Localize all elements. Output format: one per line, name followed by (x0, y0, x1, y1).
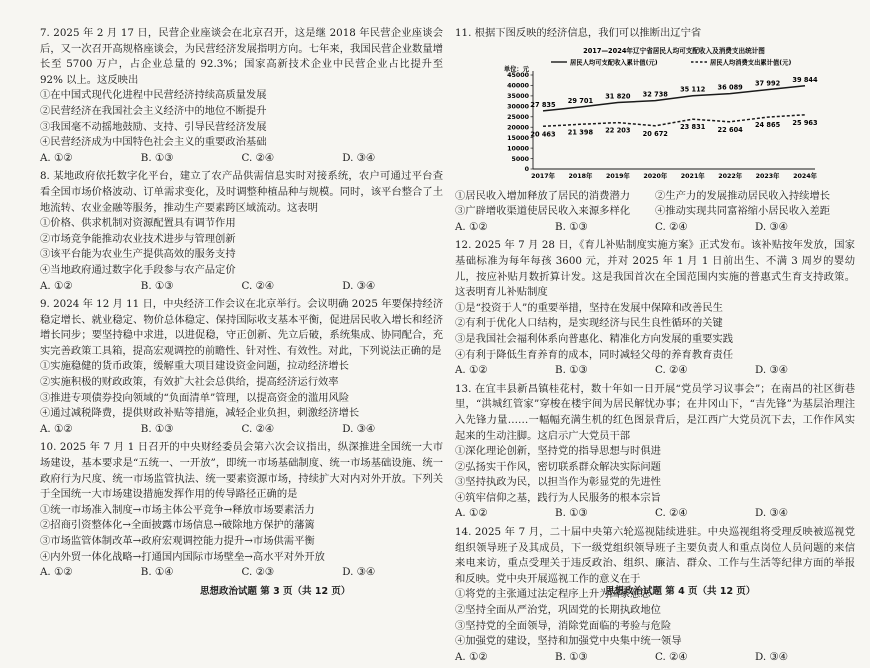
x-tick-label: 2023年 (755, 172, 780, 180)
question-11 (455, 26, 855, 235)
question-9 (40, 297, 443, 437)
choice-c[interactable]: C. ②④ (655, 507, 688, 520)
option-1: ①在中国式现代化进程中民营经济持续高质量发展 (40, 89, 267, 102)
choice-b[interactable]: B. ①③ (140, 279, 174, 292)
answer-choices (40, 422, 443, 438)
data-label: 23 831 (680, 122, 706, 131)
question-stem: 13. 在宜丰县新昌镇桂花村，数十年如一日开展“党员学习议事会”；在南昌的社区街巷里，“洪城红管家”穿梭在楼宇间为居民解忧办事；在井冈山下，“吉先锋”为基层治理注入先锋力量……一幅幅充满生机的红色图景背后，是江西广大党员沉下去，工作作风实起来的生动注脚。这启示广大党员干部 (455, 382, 855, 442)
option-3: ③广辟增收渠道使居民收入来源多样化 (455, 205, 631, 218)
option-1: ①将党的主张通过法定程序上升为国家意志 (455, 588, 651, 601)
data-label: 29 701 (567, 96, 594, 105)
option-3: ③市场监管体制改革→政府宏观调控能力提升→市场供需平衡 (40, 535, 315, 547)
choice-c[interactable]: C. ②④ (655, 364, 688, 377)
data-label: 39 844 (792, 75, 818, 84)
data-label: 32 738 (642, 90, 668, 99)
unit-label: 单位：元 (503, 65, 529, 73)
data-label: 36 089 (717, 83, 743, 92)
option-2: ②民营经济在我国社会主义经济中的地位不断提升 (40, 104, 267, 117)
option-3: ③坚持执政为民，以担当作为彰显党的先进性 (455, 476, 661, 489)
choice-b[interactable]: B. ①③ (555, 364, 588, 377)
choice-b[interactable]: B. ①③ (555, 220, 588, 233)
y-tick-label: 45000 (507, 71, 529, 79)
choice-a[interactable]: A. ①② (455, 507, 488, 520)
choice-d[interactable]: D. ③④ (755, 220, 788, 233)
choice-a[interactable]: A. ①② (455, 220, 488, 233)
option-3: ③该平台能为农业生产提供高效的服务支持 (40, 248, 236, 261)
option-2: ②市场竞争能推动农业技术进步与管理创新 (40, 232, 236, 245)
choice-b[interactable]: B. ①③ (555, 507, 588, 520)
choice-b[interactable]: B. ①④ (140, 566, 174, 579)
y-tick-label: 40000 (507, 82, 529, 90)
choice-c[interactable]: C. ②③ (241, 566, 275, 579)
x-tick-label: 2018年 (568, 172, 593, 180)
option-3: ③我国毫不动摇地鼓励、支持、引导民营经济发展 (40, 120, 267, 133)
choice-d[interactable]: D. ③④ (342, 151, 376, 164)
option-3: ③是我国社会福利体系向普惠化、精准化方向发展的重要实践 (455, 332, 734, 345)
legend-income: 居民人均可支配收入累计值(元) (570, 58, 658, 66)
data-label: 31 820 (605, 92, 631, 101)
y-tick-label: 5000 (511, 155, 529, 163)
choice-c[interactable]: C. ②④ (655, 650, 688, 663)
income-chart (455, 45, 855, 185)
data-label: 21 398 (567, 127, 594, 136)
data-label: 37 992 (754, 79, 781, 88)
option-1: ①实施稳健的货币政策，缓解重大项目建设资金问题，拉动经济增长 (40, 360, 349, 373)
choice-d[interactable]: D. ③④ (755, 507, 788, 520)
choice-a[interactable]: A. ①② (40, 279, 73, 292)
question-10 (40, 440, 443, 580)
choice-d[interactable]: D. ③④ (342, 279, 376, 292)
x-tick-label: 2024年 (793, 172, 817, 180)
choice-a[interactable]: A. ①② (40, 422, 73, 435)
data-label: 24 865 (754, 120, 781, 129)
choice-d[interactable]: D. ③④ (342, 422, 376, 435)
x-tick-label: 2022年 (718, 172, 743, 180)
choice-a[interactable]: A. ①② (455, 650, 488, 663)
choice-a[interactable]: A. ①② (455, 364, 488, 377)
answer-choices (40, 151, 443, 167)
option-1: ①统一市场准入制度→市场主体公平竞争→释放市场要素活力 (40, 503, 315, 516)
y-tick-label: 30000 (507, 103, 529, 111)
answer-choices (455, 220, 855, 236)
option-1: ①是“投资于人”的重要举措，坚持在发展中保障和改善民生 (455, 301, 723, 314)
option-4: ④筑牢信仰之基，践行为人民服务的根本宗旨 (455, 491, 661, 504)
x-tick-label: 2021年 (680, 172, 705, 180)
choice-b[interactable]: B. ①③ (140, 422, 174, 435)
question-8 (40, 169, 443, 294)
data-label: 20 463 (530, 129, 556, 138)
option-4: ④加强党的建设，坚持和加强党中央集中统一领导 (455, 635, 682, 648)
choice-b[interactable]: B. ①③ (555, 650, 588, 663)
choice-c[interactable]: C. ②④ (241, 279, 275, 292)
choice-c[interactable]: C. ②④ (241, 422, 275, 435)
option-4: ④通过减税降费，提供财政补贴等措施，减轻企业负担，刺激经济增长 (40, 407, 360, 420)
income-chart-svg (455, 45, 855, 185)
question-stem: 10. 2025 年 7 月 1 日召开的中央财经委员会第六次会议指出，纵深推进全国统一大市场建设，基本要求是“五统一、一开放”，即统一市场基础制度、统一市场基础设施、统一政府行为尺度、统一市场监管执法、统一要素资源市场，持续扩大对内对外开放。下列关于全国统一大市场建设措施发挥作用的传导路径正确的是 (40, 441, 443, 501)
y-tick-label: 15000 (507, 134, 529, 142)
question-12 (455, 238, 855, 378)
chart-title: 2017—2024年辽宁省居民人均可支配收入及消费支出统计图 (583, 46, 765, 55)
option-2: ②弘扬实干作风，密切联系群众解决实际问题 (455, 460, 661, 473)
x-tick-label: 2020年 (643, 172, 668, 180)
option-1: ①居民收入增加释放了居民的消费潜力 (455, 189, 631, 202)
page-footer-4: 思想政治试题 第 4 页（共 12 页） (605, 586, 756, 597)
answer-choices (455, 506, 855, 522)
choice-c[interactable]: C. ②④ (655, 220, 688, 233)
y-tick-label: 10000 (507, 144, 529, 152)
y-tick-label: 20000 (507, 124, 529, 132)
choice-d[interactable]: D. ③④ (755, 364, 788, 377)
data-label: 35 112 (680, 85, 706, 94)
y-tick-label: 0 (524, 165, 529, 173)
option-2: ②坚持全面从严治党，巩固党的长期执政地位 (455, 604, 661, 617)
question-7 (40, 26, 443, 166)
data-label: 25 963 (792, 118, 818, 127)
choice-d[interactable]: D. ③④ (342, 566, 376, 579)
choice-a[interactable]: A. ①② (40, 566, 73, 579)
choice-b[interactable]: B. ①③ (140, 151, 174, 164)
data-label: 22 203 (605, 126, 631, 135)
question-stem: 11. 根据下图反映的经济信息，我们可以推断出辽宁省 (455, 27, 702, 39)
answer-choices (40, 565, 443, 581)
option-4: ④内外贸一体化战略→打通国内国际市场壁垒→高水平对外开放 (40, 550, 325, 563)
option-2: ②实施积极的财政政策，有效扩大社会总供给，提高经济运行效率 (40, 376, 339, 389)
question-options (455, 189, 855, 220)
x-tick-label: 2019年 (605, 172, 630, 180)
answer-choices (455, 650, 855, 666)
choice-a[interactable]: A. ①② (40, 151, 73, 164)
answer-choices (40, 279, 443, 295)
choice-c[interactable]: C. ②④ (241, 151, 275, 164)
legend-consumption: 居民人均消费支出累计值(元) (710, 58, 792, 66)
option-2: ②有利于优化人口结构，是实现经济与民生良性循环的关键 (455, 317, 723, 330)
data-label: 27 835 (530, 100, 556, 109)
option-1: ①深化理论创新，坚持党的指导思想与时俱进 (455, 445, 661, 458)
option-4: ④有利于降低生育养育的成本，同时减轻父母的养育教育责任 (455, 348, 734, 361)
choice-d[interactable]: D. ③④ (755, 650, 788, 663)
answer-choices (455, 363, 855, 379)
x-tick-label: 2017年 (531, 172, 555, 180)
data-label: 20 672 (642, 129, 668, 138)
option-4: ④推动实现共同富裕缩小居民收入差距 (655, 205, 831, 218)
option-4: ④民营经济成为中国特色社会主义的重要政治基础 (40, 136, 267, 149)
y-tick-label: 25000 (507, 113, 529, 121)
option-3: ③推进专项债券投向领域的“负面清单”管理，以提高资金的滥用风险 (40, 391, 350, 404)
option-4: ④当地政府通过数字化手段参与农产品定价 (40, 263, 236, 276)
question-stem: 14. 2025 年 7 月，二十届中央第六轮巡视陆续进驻。中央巡视组将受理反映被巡视党组织领导班子及其成员，下一级党组织领导班子主要负责人和重点岗位人员问题的来信来电来访，重点受理关于违反政治、组织、廉洁、群众、工作与生活等纪律方面的举报和反映。党中央开展巡视工作的意义在于 (455, 526, 855, 585)
option-2: ②招商引资整体化→全面披露市场信息→破除地方保护的藩篱 (40, 519, 315, 532)
question-13 (455, 382, 855, 522)
option-2: ②生产力的发展推动居民收入持续增长 (655, 189, 831, 202)
question-stem: 7. 2025 年 2 月 17 日，民营企业座谈会在北京召开，这是继 2018 年民营企业座谈会后，又一次召开高规格座谈会，为民营经济发展指明方向。七年来，我国民营企业数量增长至 5700 万户，占企业总量的 92.3%；国家高新技术企业中民营企业占比提升至 92% 以上。这反映出 (40, 27, 443, 86)
y-tick-label: 35000 (507, 92, 529, 100)
option-3: ③坚持党的全面领导，消除党面临的考验与危险 (455, 619, 672, 632)
page-3-column (40, 26, 443, 584)
question-stem: 12. 2025 年 7 月 28 日，《育儿补贴制度实施方案》正式发布。该补贴按年发放，国家基础标准为每年每孩 3600 元，并对 2025 年 1 月 1 日前出生、不满 3 周岁的婴幼儿，按应补贴月数折算计发。这是我国首次在全国范围内实施的普惠式生育支持政策。这表明育儿补贴制度 (455, 239, 855, 299)
question-stem: 9. 2024 年 12 月 11 日，中央经济工作会议在北京举行。会议明确 2025 年要保持经济稳定增长、就业稳定、物价总体稳定、保持国际收支基本平衡，促进居民收入增长和经济增长同步；要坚持稳中求进，以进促稳，守正创新、先立后破，系统集成、协同配合，充实完善政策工具箱，提高宏观调控的前瞻性、针对性、有效性。对此，下列说法正确的是 (40, 298, 443, 357)
page-footer-3: 思想政治试题 第 3 页（共 12 页） (200, 586, 351, 597)
question-stem: 8. 某地政府依托数字化平台，建立了农产品供需信息实时对接系统，农户可通过平台查看全国市场价格波动、订单需求变化，及时调整种植品种与规模。同时，该平台整合了土地流转、农业金融等服务，推动生产要素跨区域流动。这表明 (40, 170, 443, 214)
page-4-column (455, 26, 855, 668)
option-1: ①价格、供求机制对资源配置具有调节作用 (40, 217, 236, 230)
data-label: 22 604 (717, 125, 743, 134)
